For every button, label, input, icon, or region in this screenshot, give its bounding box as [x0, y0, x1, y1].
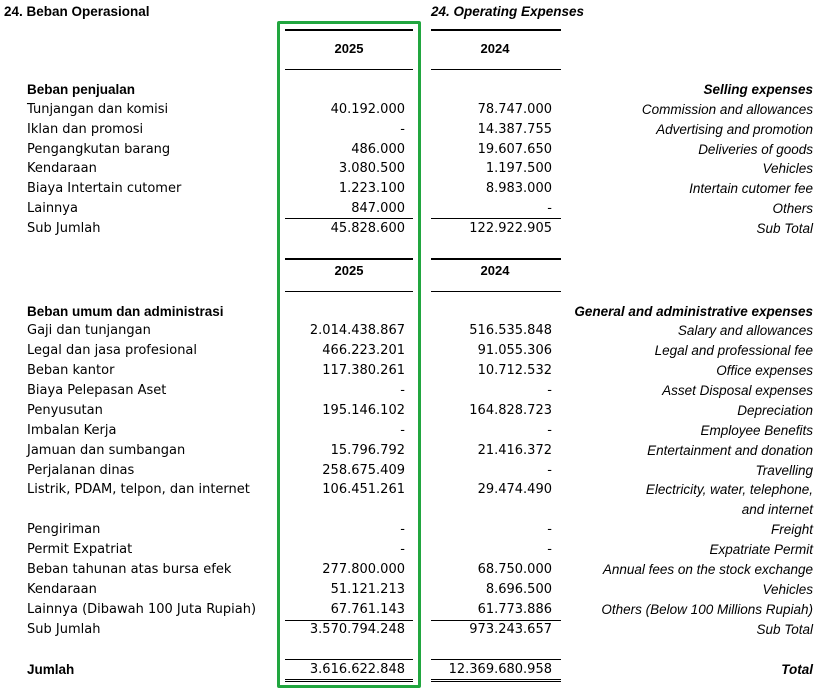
- section-heading-general-en: General and administrative expenses: [574, 304, 813, 319]
- section-heading-general-id: Beban umum dan administrasi: [27, 304, 224, 319]
- general-row-label-en: Electricity, water, telephone,: [645, 482, 813, 497]
- general-row-label-id: Legal dan jasa profesional: [27, 343, 198, 358]
- selling-row-label-en: Commission and allowances: [641, 102, 813, 117]
- general-row-label-id: Gaji dan tunjangan: [27, 323, 151, 338]
- general-row-value-2024: 68.750.000: [477, 562, 552, 577]
- general-row-label-en: Annual fees on the stock exchange: [602, 562, 813, 577]
- general-row-label-id: Lainnya (Dibawah 100 Juta Rupiah): [27, 602, 257, 617]
- selling-subtotal-label-id: Sub Jumlah: [27, 221, 101, 236]
- selling-row-label-en: Others: [772, 201, 813, 216]
- general-row-label-en: Asset Disposal expenses: [662, 383, 813, 398]
- rule-top-2024: [431, 29, 561, 31]
- rule-selling-subtotal-2024: [431, 218, 561, 219]
- general-row-label-id: Permit Expatriat: [27, 542, 133, 557]
- selling-row-value-2024: 19.607.650: [477, 141, 552, 157]
- selling-row-value-2025: -: [400, 121, 405, 137]
- selling-row-value-2025: 847.000: [351, 201, 405, 216]
- general-row-label-id: Kendaraan: [27, 582, 97, 597]
- rule-general-subtotal-2025: [285, 620, 413, 621]
- rule-general-header-bottom-2024: [431, 291, 561, 292]
- general-row-value-2024: 10.712.532: [477, 363, 552, 378]
- general-row-label-en: Employee Benefits: [700, 423, 813, 438]
- rule-total-double-2025: [285, 679, 413, 682]
- general-row-value-2025: -: [400, 383, 405, 398]
- total-label-id: Jumlah: [27, 662, 75, 677]
- total-2025: 3.616.622.848: [309, 662, 405, 677]
- selling-row-label-id: Kendaraan: [27, 161, 97, 177]
- general-row-label-en: Depreciation: [737, 403, 813, 418]
- selling-row-label-id: Lainnya: [27, 201, 78, 216]
- general-subtotal-2024: 973.243.657: [469, 622, 552, 637]
- general-row-label-id: Beban tahunan atas bursa efek: [27, 562, 232, 577]
- general-row-value-2024: -: [547, 542, 552, 557]
- selling-row-label-en: Deliveries of goods: [698, 141, 813, 157]
- general-row-label-id: Imbalan Kerja: [27, 423, 117, 438]
- rule-general-top-2024: [431, 258, 561, 260]
- general-row-value-2024: -: [547, 423, 552, 438]
- general-row-value-2024: 516.535.848: [469, 323, 552, 338]
- selling-subtotal-label-en: Sub Total: [756, 221, 813, 236]
- rule-general-header-bottom-2025: [285, 291, 413, 292]
- general-row-value-2025: 466.223.201: [322, 343, 405, 358]
- year-header-2025: 2025: [334, 41, 364, 56]
- selling-row-value-2025: 3.080.500: [338, 161, 405, 177]
- selling-row-value-2025: 1.223.100: [338, 181, 405, 197]
- general-row-value-2024: 21.416.372: [477, 443, 552, 458]
- general-row-value-2025: 67.761.143: [330, 602, 405, 617]
- general-row-value-2025: 195.146.102: [322, 403, 405, 418]
- selling-row-value-2025: 40.192.000: [330, 102, 405, 117]
- selling-row-label-id: Iklan dan promosi: [27, 121, 144, 137]
- selling-row-label-id: Biaya Intertain cutomer: [27, 181, 182, 197]
- general-row-value-2025: 2.014.438.867: [309, 323, 405, 338]
- general-row-label-id: Perjalanan dinas: [27, 463, 135, 478]
- rule-header-bottom-2024: [431, 69, 561, 70]
- selling-row-value-2025: 486.000: [351, 141, 405, 157]
- selling-row-label-en: Vehicles: [762, 161, 813, 177]
- general-row-label-en: Travelling: [755, 463, 813, 478]
- rule-total-top-2024: [431, 659, 561, 660]
- rule-selling-subtotal-2025: [285, 218, 413, 219]
- selling-row-label-id: Tunjangan dan komisi: [27, 102, 169, 117]
- general-row-label-en: Others (Below 100 Millions Rupiah): [601, 602, 813, 617]
- general-row-label-id: Listrik, PDAM, telpon, dan internet: [27, 482, 250, 497]
- total-2024: 12.369.680.958: [448, 662, 552, 677]
- general-subtotal-label-id: Sub Jumlah: [27, 622, 101, 637]
- general-subtotal-2025: 3.570.794.248: [309, 622, 405, 637]
- rule-general-top-2025: [285, 258, 413, 260]
- general-row-value-2025: -: [400, 522, 405, 537]
- general-row-label-id: Penyusutan: [27, 403, 103, 418]
- general-year-header-2024: 2024: [480, 263, 510, 278]
- general-row-value-2025: 106.451.261: [322, 482, 405, 497]
- selling-row-value-2024: 8.983.000: [485, 181, 552, 197]
- general-row-label-en: Vehicles: [762, 582, 813, 597]
- general-row-label-en-continued: and internet: [741, 502, 813, 517]
- general-row-label-en: Expatriate Permit: [709, 542, 813, 557]
- general-row-value-2025: -: [400, 542, 405, 557]
- general-year-header-2025: 2025: [334, 263, 364, 278]
- rule-top-2025: [285, 29, 413, 31]
- rule-general-subtotal-2024: [431, 620, 561, 621]
- section-heading-selling-en: Selling expenses: [703, 82, 813, 97]
- rule-total-top-2025: [285, 659, 413, 660]
- rule-total-double-2024: [431, 679, 561, 682]
- note-title-en: 24. Operating Expenses: [431, 4, 585, 19]
- note-title-id: 24. Beban Operasional: [4, 4, 150, 19]
- selling-subtotal-2024: 122.922.905: [469, 221, 552, 236]
- general-row-value-2025: 258.675.409: [322, 463, 405, 478]
- general-row-value-2025: 15.796.792: [330, 443, 405, 458]
- year-header-2024: 2024: [480, 41, 510, 56]
- general-row-value-2025: -: [400, 423, 405, 438]
- general-row-label-id: Pengiriman: [27, 522, 101, 537]
- rule-header-bottom-2025: [285, 69, 413, 70]
- general-row-value-2024: 164.828.723: [469, 403, 552, 418]
- selling-row-label-id: Pengangkutan barang: [27, 141, 171, 157]
- general-row-value-2024: 91.055.306: [477, 343, 552, 358]
- general-row-label-en: Office expenses: [716, 363, 813, 378]
- selling-row-value-2024: 78.747.000: [477, 102, 552, 117]
- general-row-label-id: Jamuan dan sumbangan: [27, 443, 186, 458]
- general-row-value-2024: 61.773.886: [477, 602, 552, 617]
- selling-row-value-2024: -: [547, 201, 552, 216]
- total-label-en: Total: [781, 662, 813, 677]
- selling-row-label-en: Intertain cutomer fee: [689, 181, 813, 197]
- general-row-value-2024: 8.696.500: [485, 582, 552, 597]
- general-row-label-en: Freight: [770, 522, 813, 537]
- section-heading-selling-id: Beban penjualan: [27, 82, 136, 97]
- general-row-value-2025: 277.800.000: [322, 562, 405, 577]
- selling-row-label-en: Advertising and promotion: [656, 121, 813, 137]
- general-row-value-2024: -: [547, 383, 552, 398]
- selling-row-value-2024: 1.197.500: [485, 161, 552, 177]
- general-row-value-2024: 29.474.490: [477, 482, 552, 497]
- selling-row-value-2024: 14.387.755: [477, 121, 552, 137]
- selling-subtotal-2025: 45.828.600: [330, 221, 405, 236]
- general-subtotal-label-en: Sub Total: [756, 622, 813, 637]
- general-row-value-2024: -: [547, 463, 552, 478]
- general-row-label-id: Beban kantor: [27, 363, 115, 378]
- general-row-label-id: Biaya Pelepasan Aset: [27, 383, 167, 398]
- general-row-label-en: Salary and allowances: [677, 323, 813, 338]
- general-row-value-2025: 51.121.213: [330, 582, 405, 597]
- general-row-label-en: Legal and professional fee: [654, 343, 813, 358]
- general-row-label-en: Entertainment and donation: [647, 443, 813, 458]
- general-row-value-2024: -: [547, 522, 552, 537]
- general-row-value-2025: 117.380.261: [322, 363, 405, 378]
